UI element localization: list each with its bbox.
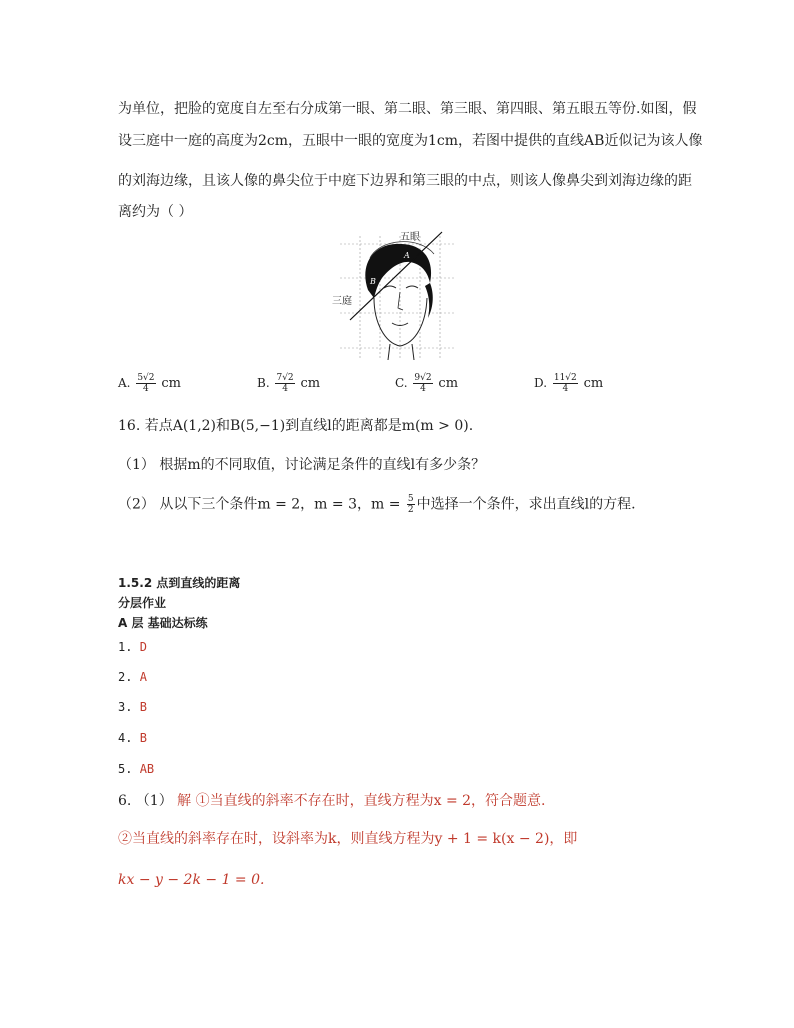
option-c[interactable]: C. $\frac{9√2}{4}$ cm bbox=[395, 373, 459, 394]
label-point-b: B bbox=[370, 277, 376, 286]
face-figure bbox=[330, 228, 460, 360]
section-sub1: 分层作业 bbox=[118, 596, 167, 610]
p16-q2: （2） 从以下三个条件m = 2，m = 3，m = $\frac{5}{2}$ 中选择一个条件，求出直线l的方程. bbox=[118, 494, 636, 515]
option-d[interactable]: D. $\frac{11√2}{4}$ cm bbox=[534, 373, 604, 394]
option-b[interactable]: B. $\frac{7√2}{4}$ cm bbox=[257, 373, 321, 394]
p15-line4: 离约为（ ） bbox=[118, 204, 193, 220]
label-five-eyes: 五眼 bbox=[400, 232, 420, 243]
answer-row: 3. B bbox=[118, 700, 147, 714]
answer-row: 2. A bbox=[118, 670, 147, 684]
p16-stem: 16. 若点A(1,2)和B(5,−1)到直线l的距离都是m(m > 0). bbox=[118, 418, 474, 434]
section-sub2: A 层 基础达标练 bbox=[118, 616, 208, 630]
face-figure-svg bbox=[330, 228, 460, 360]
answer-row: 4. B bbox=[118, 731, 147, 745]
p15-line2: 设三庭中一庭的高度为2cm，五眼中一眼的宽度为1cm，若图中提供的直线AB近似记为该人像 bbox=[118, 133, 703, 149]
answer-row: 1. D bbox=[118, 640, 147, 654]
answer-row: 5. AB bbox=[118, 762, 155, 776]
label-point-a: A bbox=[404, 251, 410, 260]
answer-6-line1: 6. （1） 解 ①当直线的斜率不存在时，直线方程为x = 2，符合题意. bbox=[118, 793, 546, 809]
p16-q1: （1） 根据m的不同取值，讨论满足条件的直线l有多少条？ bbox=[118, 457, 486, 473]
section-title: 1.5.2 点到直线的距离 bbox=[118, 576, 241, 590]
p15-line1: 为单位，把脸的宽度自左至右分成第一眼、第二眼、第三眼、第四眼、第五眼五等份.如图，假 bbox=[118, 101, 697, 117]
label-three-courts: 三庭 bbox=[332, 296, 352, 307]
option-a[interactable]: A. $\frac{5√2}{4}$ cm bbox=[118, 373, 181, 394]
answer-6-line2: ②当直线的斜率存在时，设斜率为k，则直线方程为y + 1 = k(x − 2)，即 bbox=[118, 831, 578, 847]
p15-line3: 的刘海边缘，且该人像的鼻尖位于中庭下边界和第三眼的中点，则该人像鼻尖到刘海边缘的距 bbox=[118, 173, 692, 189]
answer-6-line3: kx − y − 2k − 1 = 0. bbox=[118, 872, 265, 888]
